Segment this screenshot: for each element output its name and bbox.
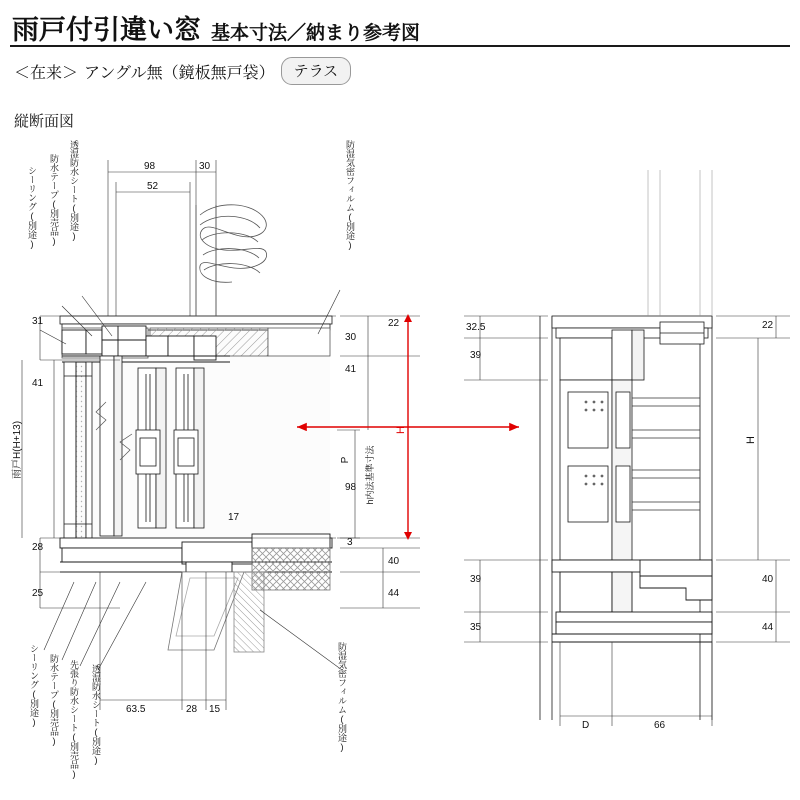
dim-p: P [340, 456, 351, 464]
dim-right-22: 22 [762, 320, 774, 331]
dim-top-52: 52 [147, 181, 159, 192]
dim-bottom-635: 63.5 [126, 704, 146, 715]
dim-right-44: 44 [762, 622, 774, 633]
dim-inner-3: 3 [347, 537, 353, 548]
callout-sealing-bottom: シーリング(別途) [29, 644, 39, 727]
dim-inner-30: 30 [345, 332, 357, 343]
dim-bottom-15: 15 [209, 704, 221, 715]
dim-inner-22: 22 [388, 318, 400, 329]
status-badge: テラス [281, 57, 352, 85]
callout-vapor-film-top: 防湿気密フィルム(別途) [345, 140, 355, 250]
callout-waterproof-tape-bottom: 防水テープ(別売品) [49, 654, 59, 746]
dim-bottom-d: D [582, 720, 590, 731]
title-main: 雨戸付引違い窓 [12, 15, 201, 45]
dim-inner-17: 17 [228, 512, 240, 523]
callout-breathable-sheet-bottom: 透湿防水シート(別途) [91, 664, 101, 765]
dim-h-left: H [395, 426, 407, 434]
page-title [12, 8, 420, 47]
title-divider [10, 45, 790, 47]
dim-right-40: 40 [762, 574, 774, 585]
dim-left-28: 28 [32, 542, 44, 553]
dim-h-naihou: h内法基準寸法 [365, 445, 375, 505]
dim-right-39a: 39 [470, 350, 482, 361]
drawing-canvas [0, 130, 800, 800]
dim-inner-44: 44 [388, 588, 400, 599]
dim-left-31: 31 [32, 316, 44, 327]
dim-left-25: 25 [32, 588, 44, 599]
dim-inner-98: 98 [345, 482, 357, 493]
callout-breathable-sheet-top: 透湿防水シート(別途) [69, 140, 79, 241]
dim-left-41: 41 [32, 378, 44, 389]
dim-inner-40: 40 [388, 556, 400, 567]
callout-waterproof-tape-top: 防水テープ(別売品) [49, 154, 59, 246]
dim-top-98: 98 [144, 161, 156, 172]
tag-prefix: ＜在来＞ [14, 64, 79, 82]
callout-pre-waterproof-sheet: 先張り防水シート(別売品) [69, 660, 79, 779]
callout-vapor-film-bottom: 防湿気密フィルム(別途) [337, 642, 347, 752]
title-sub: 基本寸法／納まり参考図 [211, 23, 421, 44]
section-label: 縦断面図 [14, 113, 75, 130]
cross-section-drawing [0, 130, 800, 800]
tag-middle: アングル無（鏡板無戸袋） [84, 64, 275, 82]
dim-right-35: 35 [470, 622, 482, 633]
dim-inner-41: 41 [345, 364, 357, 375]
dim-right-39b: 39 [470, 574, 482, 585]
dim-right-325: 32.5 [466, 322, 486, 333]
callout-sealing-top: シーリング(別途) [27, 166, 37, 249]
dim-top-30: 30 [199, 161, 211, 172]
dim-h-right: H [745, 436, 757, 444]
dim-bottom-28: 28 [186, 704, 198, 715]
dim-bottom-66: 66 [654, 720, 666, 731]
dim-left-amado-h: 雨戸H(H+13) [12, 420, 23, 480]
spec-tag-row [14, 57, 351, 85]
